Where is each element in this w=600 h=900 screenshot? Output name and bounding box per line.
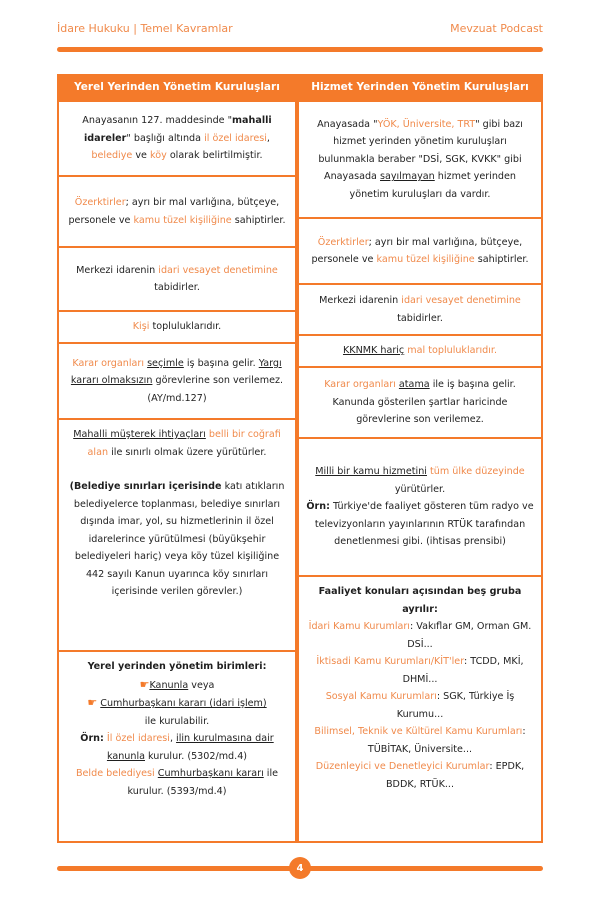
table-cell: Faaliyet konuları açısından beş gruba ayrılır: İdari Kamu Kurumları: Vakıflar GM, Orman GM. DSİ... İktisadi Kamu Kurumları/KİT'ler: TCDD, MKİ, DHMİ... Sosyal Kamu Kurumları: SGK, Türkiye İş Kurumu... Bilimsel, Teknik ve Kültürel Kamu Kurumları: TÜBİTAK, Üniversite... Düzenleyici ve Denetleyici Kurumlar: EPDK, BDDK, RTÜK...	[297, 575, 543, 843]
publisher-name: Mevzuat Podcast	[450, 22, 543, 35]
table-cell: Özerktirler; ayrı bir mal varlığına, bütçeye, personele ve kamu tüzel kişiliğine sahiptirler.	[57, 175, 297, 248]
column-header-local: Yerel Yerinden Yönetim Kuruluşları	[57, 74, 297, 100]
table-cell: Merkezi idarenin idari vesayet denetimine tabidirler.	[297, 283, 543, 336]
table-cell: Özerktirler; ayrı bir mal varlığına, bütçeye, personele ve kamu tüzel kişiliğine sahiptirler.	[297, 217, 543, 285]
table-cell: Merkezi idarenin idari vesayet denetimine tabidirler.	[57, 246, 297, 312]
document-title: İdare Hukuku | Temel Kavramlar	[57, 22, 233, 35]
table-cell: Anayasada "YÖK, Üniversite, TRT" gibi bazı hizmet yerinden yönetim kuruluşları bulunmakla beraber "DSİ, SGK, KVKK" gibi Anayasada sayılmayan hizmet yerinden yönetim kuruluşları da vardır.	[297, 100, 543, 219]
table-cell: KKNMK hariç mal topluluklarıdır.	[297, 334, 543, 368]
table-cell: Karar organları seçimle iş başına gelir. Yargı kararı olmaksızın görevlerine son verilemez. (AY/md.127)	[57, 342, 297, 420]
page-header	[57, 22, 543, 38]
table-cell: Yerel yerinden yönetim birimleri: ☛Kanunla veya ☛ Cumhurbaşkanı kararı (idari işlem) ile kurulabilir. Örn: İl özel idaresi, ilin kurulmasına dair kanunla kurulur. (5302/md.4) Belde belediyesi Cumhurbaşkanı kararı ile kurulur. (5393/md.4)	[57, 650, 297, 843]
column-header-service: Hizmet Yerinden Yönetim Kuruluşları	[297, 74, 543, 100]
comparison-table	[57, 74, 543, 843]
table-cell: Kişi topluluklarıdır.	[57, 310, 297, 344]
pointing-hand-icon: ☛	[139, 677, 150, 691]
table-cell: Karar organları atama ile iş başına gelir. Kanunda gösterilen şartlar haricinde görevlerine son verilemez.	[297, 366, 543, 439]
pointing-hand-icon: ☛	[87, 696, 98, 709]
table-cell: Milli bir kamu hizmetini tüm ülke düzeyinde yürütürler. Örn: Türkiye'de faaliyet gösteren tüm radyo ve televizyonların yayınlarının RTÜK tarafından denetlenmesi gibi. (ihtisas prensibi)	[297, 437, 543, 577]
table-cell: Anayasanın 127. maddesinde "mahalli idareler" başlığı altında il özel idaresi, belediye ve köy olarak belirtilmiştir.	[57, 100, 297, 177]
page-number-badge: 4	[289, 857, 311, 879]
table-cell: Mahalli müşterek ihtiyaçları belli bir coğrafi alan ile sınırlı olmak üzere yürütürler. (Belediye sınırları içerisinde katı atıkların belediyelerce toplanması, belediye sınırları dışında imar, yol, su hizmetlerinin il özel idarelerince yürütülmesi (büyükşehir belediyeleri hariç) veya köy tüzel kişiliğine 442 sayılı Kanun uyarınca köy sınırları içerisinde verilen görevler.)	[57, 418, 297, 652]
header-divider	[57, 47, 543, 52]
